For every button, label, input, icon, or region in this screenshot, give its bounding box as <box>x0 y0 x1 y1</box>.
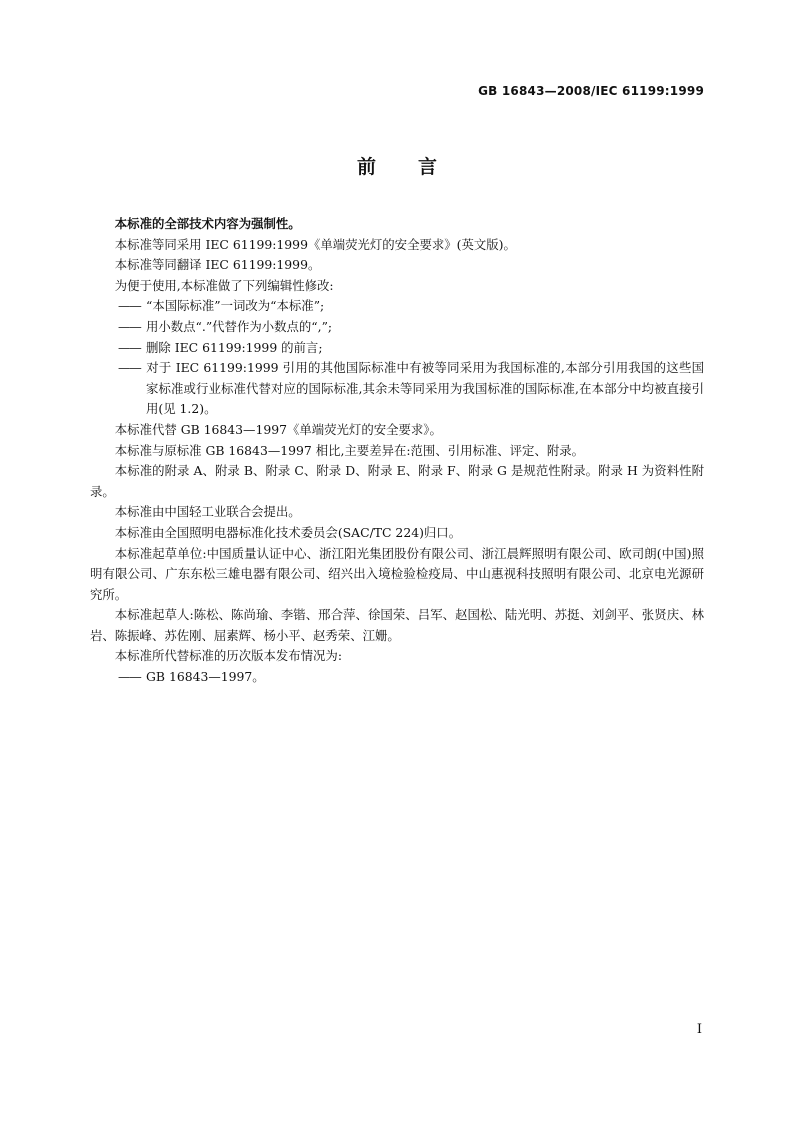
editorial-change-item <box>90 317 704 338</box>
translation-statement: 本标准等同翻译 IEC 61199:1999。 <box>114 257 321 273</box>
title-char-1: 前 <box>356 156 376 178</box>
editorial-changes-intro: 为便于使用,本标准做了下列编辑性修改: <box>114 277 334 293</box>
editorial-change-text: 对于 IEC 61199:1999 引用的其他国际标准中有被等同采用为我国标准的,本部分引用我国的这些国家标准或行业标准代替对应的国际标准,其余未等同采用为我国标准的国际标准,在本部分中均被直接引用(见 1.2)。 <box>146 360 704 417</box>
foreword-body <box>90 214 704 688</box>
dash-marker: —— <box>118 669 141 685</box>
page-title <box>0 152 794 179</box>
version-history-item <box>90 667 704 688</box>
editorial-change-text: 用小数点“.”代替作为小数点的“,”; <box>146 318 333 334</box>
editorial-change-text: “本国际标准”一词改为“本标准”; <box>146 298 325 314</box>
dash-marker: —— <box>118 298 141 314</box>
drafting-units: 本标准起草单位:中国质量认证中心、浙江阳光集团股份有限公司、浙江晨辉照明有限公司、欧司朗(中国)照明有限公司、广东东松三雄电器有限公司、绍兴出入境检验检疫局、中山惠视科技照明有限公司、北京电光源研究所。 <box>90 545 704 602</box>
mandatory-statement: 本标准的全部技术内容为强制性。 <box>114 216 301 231</box>
committee-statement: 本标准由全国照明电器标准化技术委员会(SAC/TC 224)归口。 <box>114 524 462 540</box>
standard-number-header: GB 16843—2008/IEC 61199:1999 <box>478 84 704 98</box>
differences-statement: 本标准与原标准 GB 16843—1997 相比,主要差异在:范围、引用标准、评定、附录。 <box>114 442 585 458</box>
dash-marker: —— <box>118 318 141 334</box>
dash-marker: —— <box>118 339 141 355</box>
dash-marker: —— <box>118 360 141 376</box>
page-number: I <box>696 1022 702 1037</box>
title-char-2: 言 <box>418 156 438 178</box>
editorial-change-item <box>90 338 704 359</box>
adoption-statement: 本标准等同采用 IEC 61199:1999《单端荧光灯的安全要求》(英文版)。 <box>114 236 516 252</box>
version-history-intro: 本标准所代替标准的历次版本发布情况为: <box>114 648 343 664</box>
replacement-statement: 本标准代替 GB 16843—1997《单端荧光灯的安全要求》。 <box>114 421 442 437</box>
editorial-change-text: 删除 IEC 61199:1999 的前言; <box>146 339 323 355</box>
editorial-change-item <box>90 358 704 420</box>
editorial-change-item <box>90 296 704 317</box>
annex-statement: 本标准的附录 A、附录 B、附录 C、附录 D、附录 E、附录 F、附录 G 是规范性附录。附录 H 为资料性附录。 <box>90 463 704 499</box>
proposer-statement: 本标准由中国轻工业联合会提出。 <box>114 504 301 520</box>
version-history-text: GB 16843—1997。 <box>146 669 265 685</box>
drafters: 本标准起草人:陈松、陈尚瑜、李锴、邢合萍、徐国荣、吕军、赵国松、陆光明、苏挺、刘剑平、张贤庆、林岩、陈振峰、苏佐刚、屈素辉、杨小平、赵秀荣、江姗。 <box>90 607 704 643</box>
